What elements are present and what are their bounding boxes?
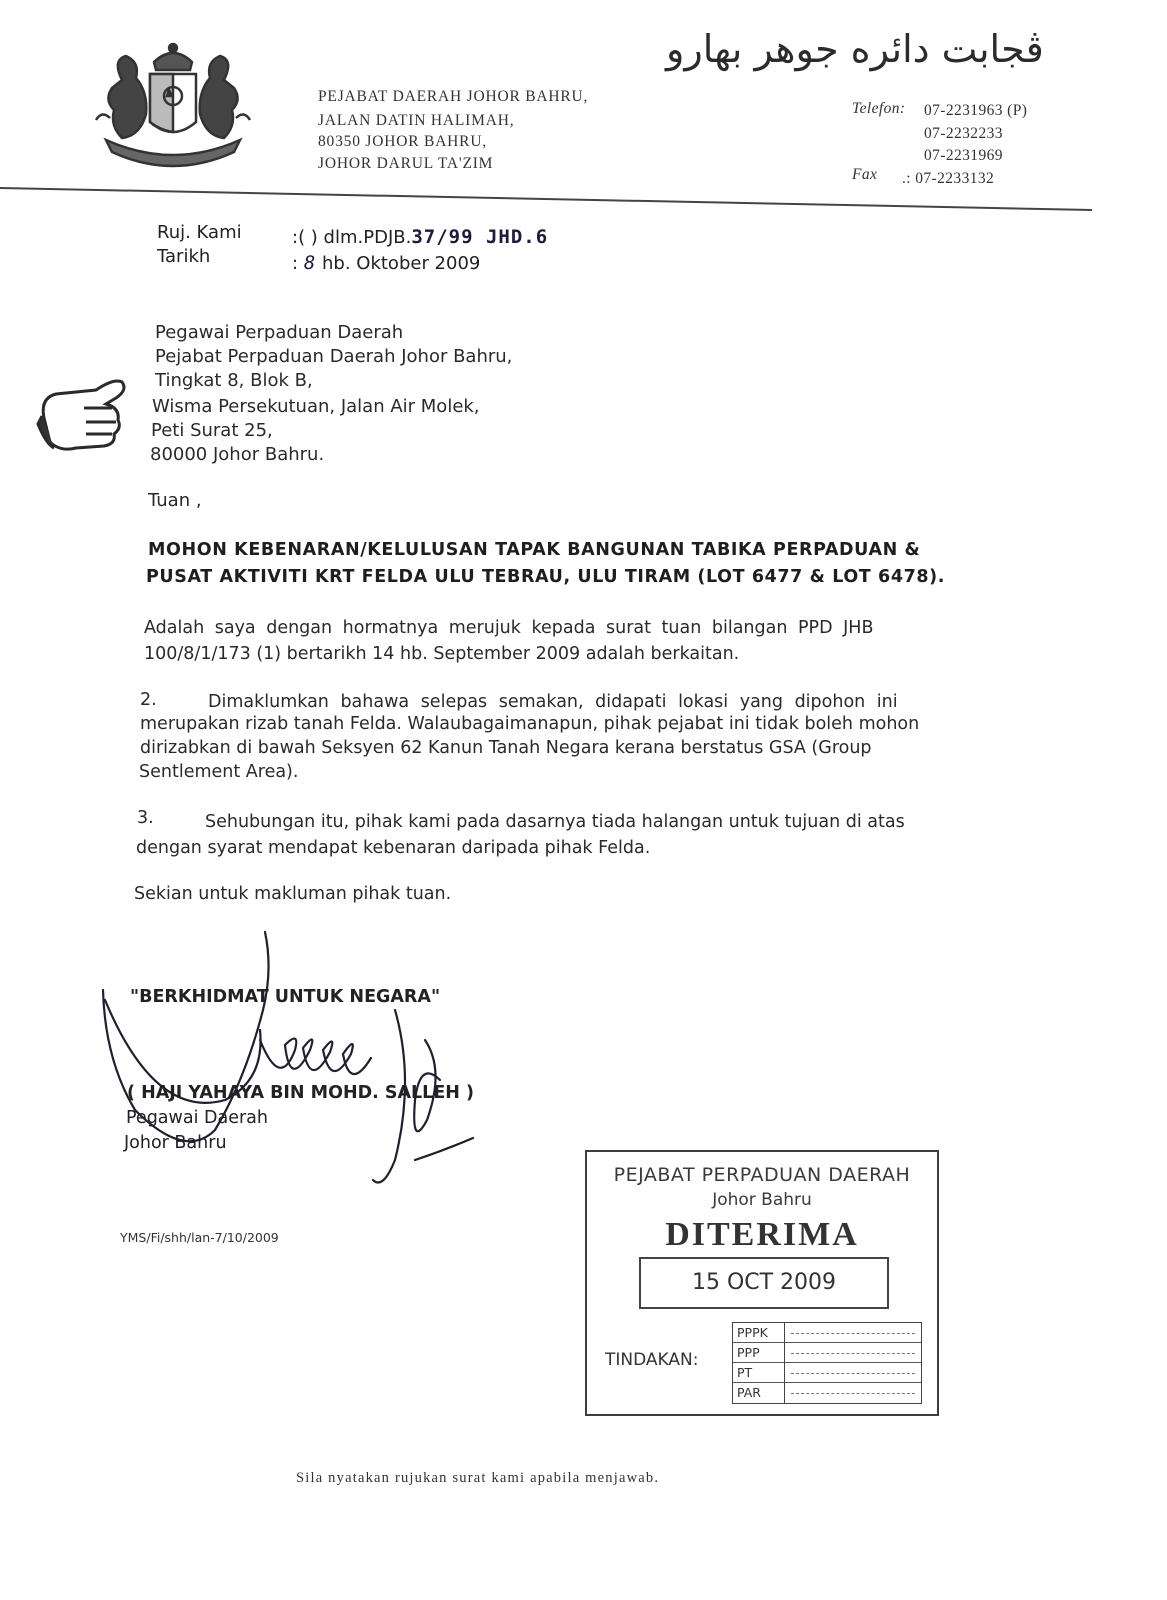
handwritten-signature bbox=[95, 930, 475, 1200]
subject-line-2: PUSAT AKTIVITI KRT FELDA ULU TEBRAU, ULU TIRAM (LOT 6477 & LOT 6478). bbox=[146, 567, 945, 587]
svg-text:ڤجابت دائره جوهر بهارو: ڤجابت دائره جوهر بهارو bbox=[666, 27, 1044, 71]
para2-line-1: Dimaklumkan bahawa selepas semakan, didapati lokasi yang dipohon ini bbox=[208, 692, 898, 712]
ruj-handwritten: 37/99 JHD.6 bbox=[411, 226, 549, 248]
ruj-kami-label: Ruj. Kami bbox=[157, 222, 242, 243]
pointing-hand-icon bbox=[36, 368, 132, 456]
telefon-label: Telefon: bbox=[852, 100, 906, 117]
recipient-line-2: Pejabat Perpaduan Daerah Johor Bahru, bbox=[155, 346, 513, 367]
tarikh-value: : 8 hb. Oktober 2009 bbox=[292, 252, 481, 274]
letterhead-address-line-4: JOHOR DARUL TA'ZIM bbox=[318, 155, 494, 172]
tindakan-row: PPPK bbox=[733, 1323, 921, 1343]
telefon-number-1: 07-2231963 (P) bbox=[924, 102, 1028, 119]
para1-line-1: Adalah saya dengan hormatnya merujuk kepada surat tuan bilangan PPD JHB bbox=[144, 618, 874, 638]
para3-number: 3. bbox=[137, 808, 154, 828]
letterhead-address-line-3: 80350 JOHOR BAHRU, bbox=[318, 133, 487, 150]
tarikh-label: Tarikh bbox=[157, 246, 211, 267]
recipient-line-4: Wisma Persekutuan, Jalan Air Molek, bbox=[152, 396, 480, 417]
ruj-kami-value: :( ) dlm.PDJB.37/99 JHD.6 bbox=[292, 226, 549, 248]
stamp-status: DITERIMA bbox=[665, 1216, 859, 1253]
internal-reference-code: YMS/Fi/shh/lan-7/10/2009 bbox=[120, 1230, 279, 1245]
stamp-office-location: Johor Bahru bbox=[712, 1190, 812, 1210]
recipient-line-1: Pegawai Perpaduan Daerah bbox=[155, 322, 404, 343]
motto: "BERKHIDMAT UNTUK NEGARA" bbox=[130, 987, 441, 1007]
fax-number: .: 07-2233132 bbox=[902, 170, 995, 187]
para2-number: 2. bbox=[140, 690, 157, 710]
recipient-line-5: Peti Surat 25, bbox=[151, 420, 273, 441]
tindakan-row: PT bbox=[733, 1363, 921, 1383]
stamp-date-box bbox=[639, 1257, 889, 1309]
telefon-number-2: 07-2232233 bbox=[924, 125, 1003, 142]
footer-note: Sila nyatakan rujukan surat kami apabila menjawab. bbox=[296, 1470, 660, 1486]
stamp-date: 15 OCT 2009 bbox=[691, 1270, 837, 1295]
received-stamp bbox=[585, 1150, 939, 1416]
signatory-place: Johor Bahru bbox=[124, 1133, 227, 1153]
letterhead-address-line-2: JALAN DATIN HALIMAH, bbox=[318, 112, 515, 129]
johor-coat-of-arms-icon bbox=[92, 40, 254, 168]
signatory-name: ( HAJI YAHAYA BIN MOHD. SALLEH ) bbox=[127, 1083, 475, 1103]
tindakan-label: TINDAKAN: bbox=[605, 1350, 699, 1370]
subject-line-1: MOHON KEBENARAN/KELULUSAN TAPAK BANGUNAN TABIKA PERPADUAN & bbox=[148, 540, 921, 560]
tindakan-row: PAR bbox=[733, 1383, 921, 1403]
para3-line-2: dengan syarat mendapat kebenaran daripada pihak Felda. bbox=[136, 838, 651, 858]
jawi-letterhead-title bbox=[316, 14, 1044, 80]
recipient-line-3: Tingkat 8, Blok B, bbox=[155, 370, 313, 391]
salutation: Tuan , bbox=[148, 490, 202, 511]
signatory-title: Pegawai Daerah bbox=[126, 1108, 268, 1128]
para2-line-2: merupakan rizab tanah Felda. Walaubagaimanapun, pihak pejabat ini tidak boleh mohon bbox=[140, 714, 920, 734]
stamp-office-name: PEJABAT PERPADUAN DAERAH bbox=[613, 1164, 911, 1186]
tindakan-grid bbox=[732, 1322, 922, 1404]
closing-line: Sekian untuk makluman pihak tuan. bbox=[134, 884, 452, 904]
recipient-line-6: 80000 Johor Bahru. bbox=[150, 444, 325, 465]
telefon-number-3: 07-2231969 bbox=[924, 147, 1003, 164]
tindakan-row: PPP bbox=[733, 1343, 921, 1363]
letterhead-divider bbox=[0, 188, 1167, 212]
para2-line-4: Sentlement Area). bbox=[139, 762, 299, 782]
fax-label: Fax bbox=[852, 166, 878, 183]
para3-line-1: Sehubungan itu, pihak kami pada dasarnya tiada halangan untuk tujuan di atas bbox=[205, 812, 905, 832]
para2-line-3: dirizabkan di bawah Seksyen 62 Kanun Tanah Negara kerana berstatus GSA (Group bbox=[140, 738, 872, 758]
para1-line-2: 100/8/1/173 (1) bertarikh 14 hb. September 2009 adalah berkaitan. bbox=[144, 644, 740, 664]
letterhead-address-line-1: PEJABAT DAERAH JOHOR BAHRU, bbox=[318, 88, 589, 105]
